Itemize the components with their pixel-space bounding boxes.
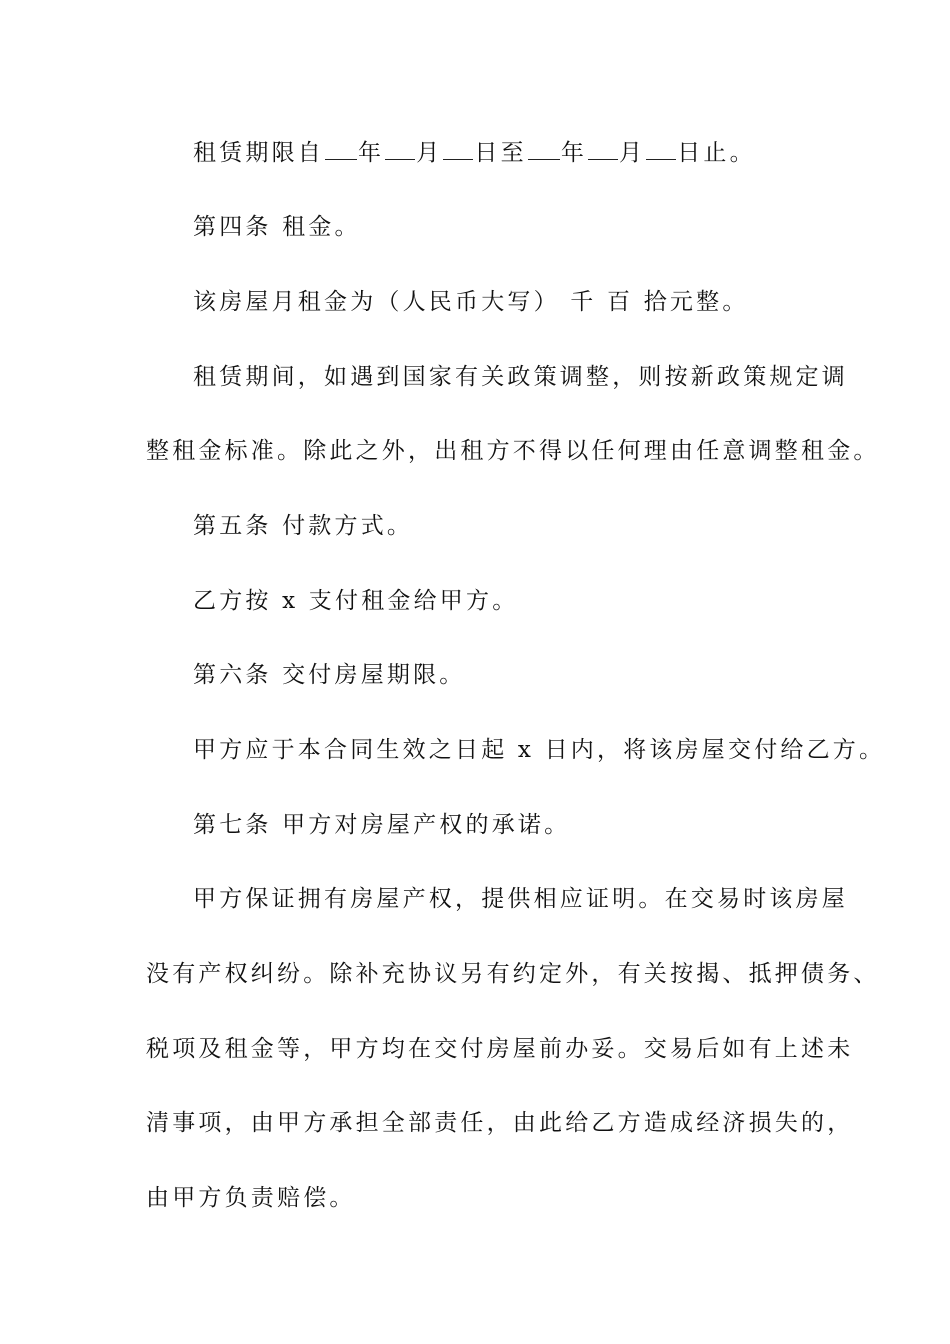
lease-term-day2: 日止。 — [677, 140, 756, 166]
lease-term-year2: 年 — [560, 140, 588, 166]
paragraph-line: 没有产权纠纷。除补充协议另有约定外，有关按揭、抵押债务、 — [146, 961, 880, 987]
article-7-heading: 第七条 甲方对房屋产权的承诺。 — [193, 812, 571, 838]
lease-term-prefix: 租赁期限自 — [193, 140, 324, 166]
blank-day-end — [646, 139, 676, 160]
rent-amount-line: 该房屋月租金为（人民币大写） 千 百 拾元整。 — [193, 289, 749, 315]
paragraph-line: 租赁期间，如遇到国家有关政策调整，则按新政策规定调 — [193, 364, 848, 390]
article-5-heading: 第五条 付款方式。 — [193, 513, 414, 539]
paragraph-line: 整租金标准。除此之外，出租方不得以任何理由任意调整租金。 — [146, 438, 880, 464]
article-4-heading: 第四条 租金。 — [193, 214, 361, 240]
blank-month-start — [385, 139, 415, 160]
article-6-heading: 第六条 交付房屋期限。 — [193, 662, 466, 688]
paragraph-line: 乙方按 x 支付租金给甲方。 — [193, 588, 519, 614]
paragraph-line: 甲方保证拥有房屋产权，提供相应证明。在交易时该房屋 — [193, 886, 848, 912]
lease-term-day1: 日至 — [474, 140, 527, 166]
blank-year-start — [325, 139, 357, 160]
blank-day-start — [443, 139, 473, 160]
paragraph-line: 清事项，由甲方承担全部责任，由此给乙方造成经济损失的， — [146, 1110, 854, 1136]
lease-term-line — [193, 138, 756, 168]
blank-year-end — [528, 139, 560, 160]
paragraph-line: 由甲方负责赔偿。 — [146, 1185, 356, 1211]
lease-term-month1: 月 — [416, 140, 443, 166]
paragraph-line: 税项及租金等，甲方均在交付房屋前办妥。交易后如有上述未 — [146, 1036, 854, 1062]
blank-month-end — [588, 139, 618, 160]
lease-term-month2: 月 — [619, 140, 646, 166]
paragraph-line: 甲方应于本合同生效之日起 x 日内，将该房屋交付给乙方。 — [193, 737, 886, 763]
lease-term-year1: 年 — [358, 140, 385, 166]
